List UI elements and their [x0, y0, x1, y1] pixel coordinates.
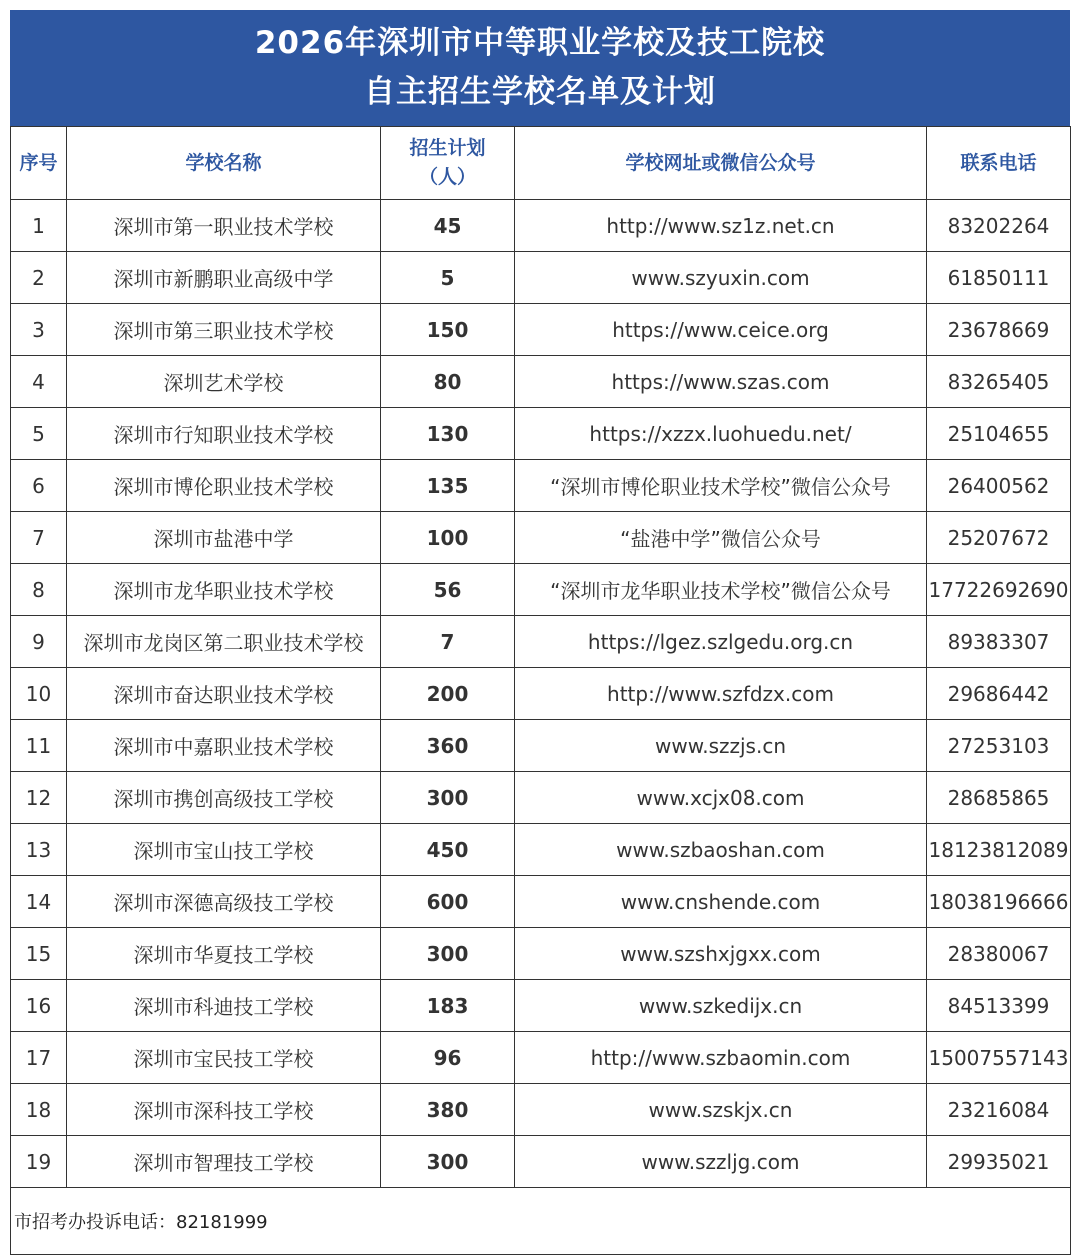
row-index: 5	[11, 408, 67, 460]
document-sheet	[10, 10, 1070, 1255]
contact-phone: 28685865	[927, 772, 1071, 824]
school-website: www.cnshende.com	[515, 876, 927, 928]
contact-phone: 25104655	[927, 408, 1071, 460]
row-index: 14	[11, 876, 67, 928]
school-name: 深圳市盐港中学	[67, 512, 381, 564]
table-row	[11, 876, 1071, 928]
school-website: www.szbaoshan.com	[515, 824, 927, 876]
contact-phone: 15007557143	[927, 1032, 1071, 1084]
enrollment-plan: 360	[381, 720, 515, 772]
table-row	[11, 1032, 1071, 1084]
school-name: 深圳市第三职业技术学校	[67, 304, 381, 356]
contact-phone: 17722692690	[927, 564, 1071, 616]
school-website: http://www.szfdzx.com	[515, 668, 927, 720]
table-header-row	[11, 127, 1071, 200]
enrollment-plan: 135	[381, 460, 515, 512]
school-name: 深圳市深科技工学校	[67, 1084, 381, 1136]
contact-phone: 23678669	[927, 304, 1071, 356]
enrollment-plan: 300	[381, 1136, 515, 1188]
table-row	[11, 252, 1071, 304]
enrollment-plan: 600	[381, 876, 515, 928]
contact-phone: 83265405	[927, 356, 1071, 408]
school-name: 深圳市华夏技工学校	[67, 928, 381, 980]
enrollment-plan: 183	[381, 980, 515, 1032]
complaint-hotline	[11, 1188, 1071, 1255]
contact-phone: 61850111	[927, 252, 1071, 304]
school-name: 深圳市科迪技工学校	[67, 980, 381, 1032]
table-row	[11, 980, 1071, 1032]
title-line-1: 2026年深圳市中等职业学校及技工院校	[254, 25, 826, 61]
enrollment-plan: 450	[381, 824, 515, 876]
school-website: www.szskjx.cn	[515, 1084, 927, 1136]
header-plan-line-1: 招生计划	[409, 137, 486, 159]
enrollment-plan: 380	[381, 1084, 515, 1136]
school-website: https://www.ceice.org	[515, 304, 927, 356]
school-website: https://lgez.szlgedu.org.cn	[515, 616, 927, 668]
title-line-2: 自主招生学校名单及计划	[364, 74, 716, 110]
enrollment-plan: 300	[381, 772, 515, 824]
contact-phone: 29686442	[927, 668, 1071, 720]
school-name: 深圳市行知职业技术学校	[67, 408, 381, 460]
contact-phone: 23216084	[927, 1084, 1071, 1136]
school-name: 深圳市宝民技工学校	[67, 1032, 381, 1084]
enrollment-plan: 45	[381, 200, 515, 252]
row-index: 16	[11, 980, 67, 1032]
row-index: 8	[11, 564, 67, 616]
table-row	[11, 1084, 1071, 1136]
school-name: 深圳市博伦职业技术学校	[67, 460, 381, 512]
school-name: 深圳市深德高级技工学校	[67, 876, 381, 928]
contact-phone: 18038196666	[927, 876, 1071, 928]
school-name: 深圳市第一职业技术学校	[67, 200, 381, 252]
enrollment-plan: 200	[381, 668, 515, 720]
school-website: https://www.szas.com	[515, 356, 927, 408]
enrollment-plan: 130	[381, 408, 515, 460]
row-index: 17	[11, 1032, 67, 1084]
complaint-phone: 82181999	[176, 1212, 268, 1233]
table-row	[11, 720, 1071, 772]
row-index: 9	[11, 616, 67, 668]
header-plan-line-2: （人）	[418, 166, 476, 188]
enrollment-plan: 5	[381, 252, 515, 304]
row-index: 7	[11, 512, 67, 564]
row-index: 10	[11, 668, 67, 720]
contact-phone: 25207672	[927, 512, 1071, 564]
schools-table	[10, 126, 1071, 1255]
row-index: 4	[11, 356, 67, 408]
school-website: www.szzljg.com	[515, 1136, 927, 1188]
row-index: 1	[11, 200, 67, 252]
enrollment-plan: 96	[381, 1032, 515, 1084]
table-row	[11, 772, 1071, 824]
table-row	[11, 200, 1071, 252]
contact-phone: 28380067	[927, 928, 1071, 980]
school-name: 深圳市携创高级技工学校	[67, 772, 381, 824]
school-name: 深圳市智理技工学校	[67, 1136, 381, 1188]
row-index: 19	[11, 1136, 67, 1188]
row-index: 3	[11, 304, 67, 356]
school-website: “深圳市龙华职业技术学校”微信公众号	[515, 564, 927, 616]
school-website: https://xzzx.luohuedu.net/	[515, 408, 927, 460]
row-index: 11	[11, 720, 67, 772]
header-school-name: 学校名称	[67, 127, 381, 200]
enrollment-plan: 300	[381, 928, 515, 980]
table-row	[11, 356, 1071, 408]
complaint-label: 市招考办投诉电话：	[14, 1212, 176, 1233]
header-phone: 联系电话	[927, 127, 1071, 200]
school-website: http://www.sz1z.net.cn	[515, 200, 927, 252]
row-index: 12	[11, 772, 67, 824]
school-website: http://www.szbaomin.com	[515, 1032, 927, 1084]
school-name: 深圳市奋达职业技术学校	[67, 668, 381, 720]
table-row	[11, 616, 1071, 668]
enrollment-plan: 56	[381, 564, 515, 616]
table-row	[11, 564, 1071, 616]
contact-phone: 84513399	[927, 980, 1071, 1032]
school-name: 深圳艺术学校	[67, 356, 381, 408]
school-website: “深圳市博伦职业技术学校”微信公众号	[515, 460, 927, 512]
school-website: www.szzjs.cn	[515, 720, 927, 772]
enrollment-plan: 7	[381, 616, 515, 668]
table-row	[11, 824, 1071, 876]
contact-phone: 89383307	[927, 616, 1071, 668]
row-index: 15	[11, 928, 67, 980]
school-website: www.szkedijx.cn	[515, 980, 927, 1032]
school-name: 深圳市中嘉职业技术学校	[67, 720, 381, 772]
table-row	[11, 512, 1071, 564]
table-row	[11, 668, 1071, 720]
contact-phone: 26400562	[927, 460, 1071, 512]
footer-row	[11, 1188, 1071, 1255]
school-name: 深圳市龙华职业技术学校	[67, 564, 381, 616]
contact-phone: 18123812089	[927, 824, 1071, 876]
table-row	[11, 1136, 1071, 1188]
header-index: 序号	[11, 127, 67, 200]
school-website: “盐港中学”微信公众号	[515, 512, 927, 564]
header-enrollment-plan	[381, 127, 515, 200]
table-row	[11, 304, 1071, 356]
contact-phone: 27253103	[927, 720, 1071, 772]
enrollment-plan: 80	[381, 356, 515, 408]
table-row	[11, 928, 1071, 980]
table-row	[11, 460, 1071, 512]
school-website: www.szshxjgxx.com	[515, 928, 927, 980]
enrollment-plan: 100	[381, 512, 515, 564]
contact-phone: 83202264	[927, 200, 1071, 252]
header-website: 学校网址或微信公众号	[515, 127, 927, 200]
school-name: 深圳市龙岗区第二职业技术学校	[67, 616, 381, 668]
school-name: 深圳市宝山技工学校	[67, 824, 381, 876]
school-name: 深圳市新鹏职业高级中学	[67, 252, 381, 304]
row-index: 18	[11, 1084, 67, 1136]
row-index: 6	[11, 460, 67, 512]
enrollment-plan: 150	[381, 304, 515, 356]
school-website: www.xcjx08.com	[515, 772, 927, 824]
row-index: 2	[11, 252, 67, 304]
table-row	[11, 408, 1071, 460]
school-website: www.szyuxin.com	[515, 252, 927, 304]
row-index: 13	[11, 824, 67, 876]
contact-phone: 29935021	[927, 1136, 1071, 1188]
document-title-banner	[10, 10, 1070, 126]
